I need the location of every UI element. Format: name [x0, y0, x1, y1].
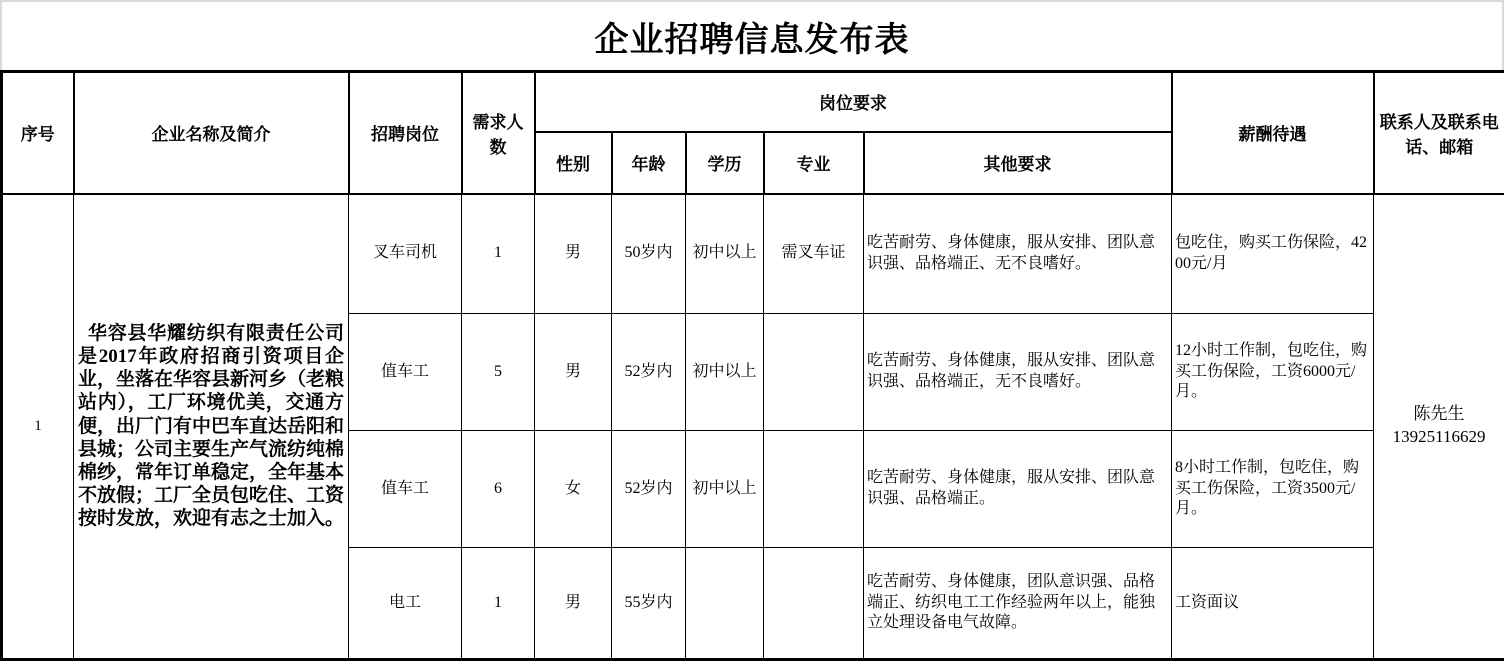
age-cell: 55岁内: [612, 548, 686, 660]
headcount-cell: 6: [462, 431, 535, 548]
table-row: [2, 194, 1504, 314]
major-cell: [764, 548, 864, 660]
education-cell: 初中以上: [686, 194, 764, 314]
major-cell: [764, 431, 864, 548]
header-salary: 薪酬待遇: [1172, 72, 1374, 194]
salary-cell: 包吃住，购买工伤保险，4200元/月: [1172, 194, 1374, 314]
position-cell: 值车工: [349, 431, 462, 548]
recruitment-table: [0, 70, 1504, 661]
education-cell: [686, 548, 764, 660]
position-cell: 电工: [349, 548, 462, 660]
header-company: 企业名称及简介: [74, 72, 349, 194]
salary-cell: 8小时工作制，包吃住，购买工伤保险，工资3500元/月。: [1172, 431, 1374, 548]
headcount-cell: 1: [462, 194, 535, 314]
header-education: 学历: [686, 132, 764, 194]
header-age: 年龄: [612, 132, 686, 194]
education-cell: 初中以上: [686, 314, 764, 431]
headcount-cell: 5: [462, 314, 535, 431]
header-gender: 性别: [535, 132, 612, 194]
contact-name: 陈先生: [1413, 404, 1465, 424]
gender-cell: 男: [535, 548, 612, 660]
major-cell: [764, 314, 864, 431]
other-requirements-cell: 吃苦耐劳、身体健康，团队意识强、品格端正、纺织电工工作经验两年以上，能独立处理设备电气故障。: [864, 548, 1172, 660]
position-cell: 值车工: [349, 314, 462, 431]
contact-phone: 13925116629: [1392, 427, 1486, 447]
page-title: 企业招聘信息发布表: [594, 21, 910, 59]
gender-cell: 女: [535, 431, 612, 548]
header-major: 专业: [764, 132, 864, 194]
gender-cell: 男: [535, 194, 612, 314]
salary-cell: 12小时工作制，包吃住，购买工伤保险，工资6000元/月。: [1172, 314, 1374, 431]
other-requirements-cell: 吃苦耐劳、身体健康，服从安排、团队意识强、品格端正、无不良嗜好。: [864, 194, 1172, 314]
serial-value: 1: [2, 194, 74, 660]
gender-cell: 男: [535, 314, 612, 431]
title-band: [0, 0, 1504, 70]
other-requirements-cell: 吃苦耐劳、身体健康，服从安排、团队意识强、品格端正。: [864, 431, 1172, 548]
other-requirements-cell: 吃苦耐劳、身体健康，服从安排、团队意识强、品格端正，无不良嗜好。: [864, 314, 1172, 431]
age-cell: 52岁内: [612, 431, 686, 548]
age-cell: 50岁内: [612, 194, 686, 314]
header-contact: 联系人及联系电话、邮箱: [1374, 72, 1504, 194]
header-position: 招聘岗位: [349, 72, 462, 194]
header-headcount: 需求人数: [462, 72, 535, 194]
major-cell: 需叉车证: [764, 194, 864, 314]
company-intro: 华容县华耀纺织有限责任公司是2017年政府招商引资项目企业，坐落在华容县新河乡（老粮站内），工厂环境优美，交通方便，出厂门有中巴车直达岳阳和县城；公司主要生产气流纺纯棉棉纱，常年订单稳定，全年基本不放假；工厂全员包吃住、工资按时发放，欢迎有志之士加入。: [74, 194, 349, 660]
header-row-group: [2, 72, 1504, 132]
header-requirements-group: 岗位要求: [535, 72, 1172, 132]
position-cell: 叉车司机: [349, 194, 462, 314]
header-serial: 序号: [2, 72, 74, 194]
headcount-cell: 1: [462, 548, 535, 660]
header-other-requirements: 其他要求: [864, 132, 1172, 194]
education-cell: 初中以上: [686, 431, 764, 548]
contact-cell: [1374, 194, 1504, 660]
salary-cell: 工资面议: [1172, 548, 1374, 660]
age-cell: 52岁内: [612, 314, 686, 431]
